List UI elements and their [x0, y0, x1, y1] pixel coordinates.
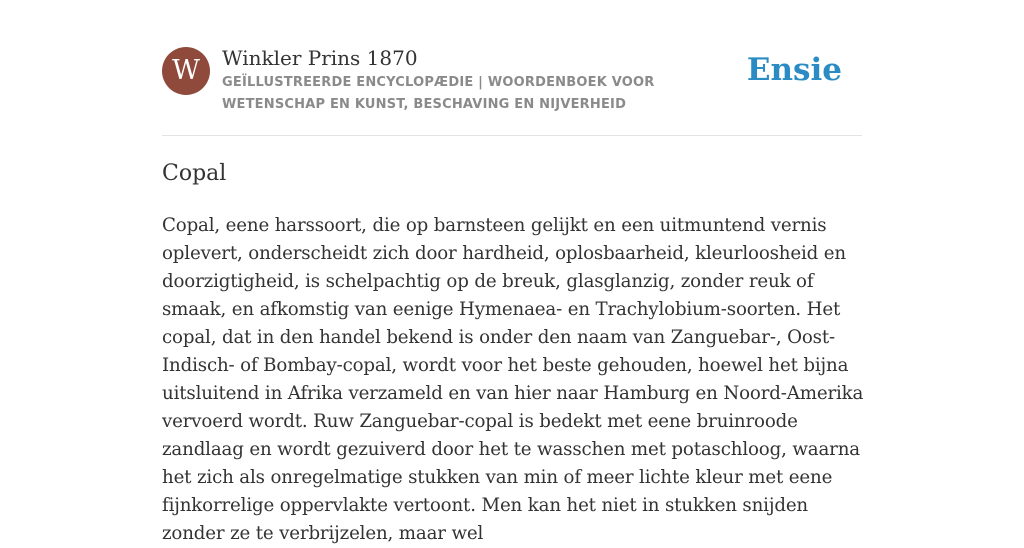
book-avatar[interactable]: W [162, 47, 210, 95]
ensie-logo-link[interactable]: Ensie [746, 52, 842, 88]
article-title: Copal [162, 161, 227, 186]
header [162, 0, 862, 136]
book-subtitle: GEÏLLUSTREERDE ENCYCLOPÆDIE | WOORDENBOEK VOOR WETENSCHAP EN KUNST, BESCHAVING EN NIJVERHEID [222, 75, 655, 112]
book-title[interactable]: Winkler Prins 1870 [222, 46, 418, 70]
page [162, 0, 864, 544]
book-titles [222, 44, 752, 116]
article-body: Copal, eene harssoort, die op barnsteen gelijkt en een uitmuntend vernis oplevert, onderscheidt zich door hardheid, oplosbaarheid, kleurloosheid en doorzigtigheid, is schelpachtig op de breuk, glasglanzig, zonder reuk of smaak, en afkomstig van eenige Hymenaea- en Trachylobium-soorten. Het copal, dat in den handel bekend is onder den naam van Zanguebar-, Oost-Indisch- of Bombay-copal, wordt voor het beste gehouden, hoewel het bijna uitsluitend in Afrika verzameld en van hier naar Hamburg en Noord-Amerika vervoerd wordt. Ruw Zanguebar-copal is bedekt met eene bruinroode zandlaag en wordt gezuiverd door het te wasschen met potaschloog, waarna het zich als onregelmatige stukken van min of meer lichte kleur met eene fijnkorrelige oppervlakte vertoont. Men kan het niet in stukken snijden zonder ze te verbrijzelen, maar wel [162, 215, 864, 544]
